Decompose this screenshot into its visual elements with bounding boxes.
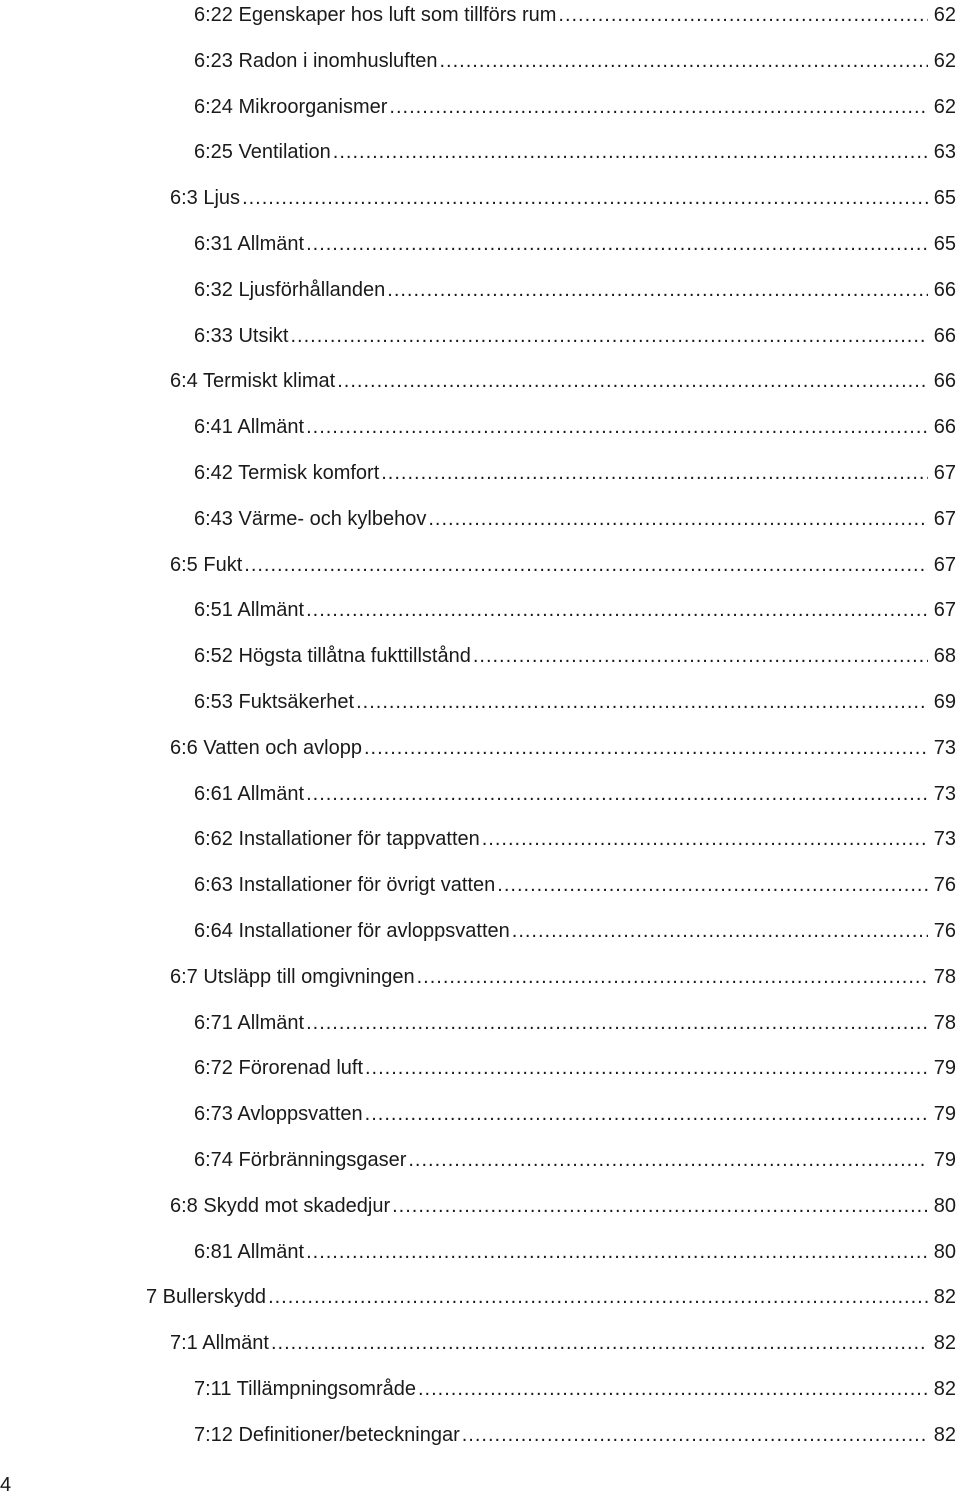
- toc-entry-page: 62: [933, 4, 956, 26]
- toc-entry[interactable]: [194, 1008, 956, 1038]
- toc-entry-title: 6:73 Avloppsvatten: [194, 1103, 363, 1126]
- toc-entry-title: 6:3 Ljus: [170, 187, 241, 210]
- toc-dot-leader: [462, 1420, 928, 1450]
- toc-dot-leader: [473, 641, 928, 671]
- toc-entry-page: 82: [933, 1378, 956, 1400]
- toc-entry-title: 7:11 Tillämpningsområde: [194, 1378, 416, 1400]
- toc-entry[interactable]: [194, 824, 956, 854]
- toc-entry-page: 80: [933, 1194, 956, 1217]
- toc-entry-page: 73: [933, 782, 956, 805]
- toc-entry-page: 65: [933, 233, 956, 255]
- toc-dot-leader: [306, 229, 928, 259]
- toc-entry-title: 6:6 Vatten och avlopp: [170, 736, 362, 759]
- toc-entry[interactable]: [194, 641, 956, 671]
- toc-entry-title: 6:53 Fuktsäkerhet: [194, 691, 355, 713]
- toc-dot-leader: [306, 1237, 928, 1267]
- toc-dot-leader: [271, 1328, 928, 1358]
- toc-dot-leader: [244, 550, 928, 580]
- toc-entry-page: 73: [933, 736, 956, 759]
- toc-entry-page: 66: [933, 278, 956, 301]
- toc-dot-leader: [365, 1099, 928, 1129]
- toc-entry-page: 73: [933, 828, 956, 851]
- toc-entry[interactable]: [194, 321, 956, 351]
- toc-entry-title: 6:8 Skydd mot skadedjur: [170, 1194, 391, 1217]
- toc-entry-page: 66: [933, 370, 956, 393]
- toc-entry[interactable]: [170, 733, 956, 763]
- toc-entry-title: 6:25 Ventilation: [194, 141, 331, 164]
- toc-entry[interactable]: [194, 687, 956, 717]
- toc-dot-leader: [440, 46, 929, 76]
- toc-entry[interactable]: [194, 870, 956, 900]
- toc-dot-leader: [242, 183, 928, 213]
- toc-entry[interactable]: [194, 92, 956, 122]
- toc-entry-page: 67: [933, 462, 956, 484]
- toc-entry-title: 6:22 Egenskaper hos luft som tillförs rum: [194, 4, 557, 26]
- toc-entry-page: 82: [933, 1423, 956, 1446]
- toc-entry[interactable]: [170, 962, 956, 992]
- toc-entry[interactable]: [194, 458, 956, 488]
- toc-entry-page: 78: [933, 1011, 956, 1034]
- toc-entry-title: 6:23 Radon i inomhusluften: [194, 49, 438, 72]
- toc-entry[interactable]: [194, 1099, 956, 1129]
- toc-dot-leader: [268, 1282, 928, 1312]
- toc-entry-title: 6:51 Allmänt: [194, 599, 305, 622]
- toc-entry-title: 6:61 Allmänt: [194, 782, 305, 805]
- toc-entry-page: 79: [933, 1103, 956, 1126]
- toc-entry-page: 66: [933, 324, 956, 347]
- toc-dot-leader: [333, 137, 928, 167]
- toc-entry-title: 6:4 Termiskt klimat: [170, 370, 336, 393]
- toc-entry-title: 6:81 Allmänt: [194, 1240, 305, 1263]
- toc-dot-leader: [417, 962, 928, 992]
- toc-entry-title: 6:7 Utsläpp till omgivningen: [170, 965, 415, 988]
- toc-entry-title: 6:62 Installationer för tappvatten: [194, 828, 480, 851]
- toc-dot-leader: [387, 275, 928, 305]
- toc-entry-page: 78: [933, 965, 956, 988]
- toc-entry[interactable]: [194, 1420, 956, 1450]
- toc-entry-page: 62: [933, 49, 956, 72]
- toc-entry[interactable]: [170, 366, 956, 396]
- toc-entry-page: 80: [933, 1240, 956, 1263]
- toc-entry[interactable]: [194, 229, 956, 259]
- toc-entry[interactable]: [170, 183, 956, 213]
- toc-entry[interactable]: [194, 1053, 956, 1083]
- page-number: 4: [0, 1474, 12, 1496]
- toc-entry-title: 6:71 Allmänt: [194, 1011, 305, 1034]
- toc-dot-leader: [512, 916, 928, 946]
- toc-dot-leader: [337, 366, 928, 396]
- toc-dot-leader: [418, 1374, 928, 1404]
- toc-entry[interactable]: [194, 275, 956, 305]
- toc-entry[interactable]: [194, 412, 956, 442]
- toc-entry-title: 6:5 Fukt: [170, 553, 243, 576]
- toc-entry[interactable]: [194, 0, 956, 30]
- toc-entry[interactable]: [170, 550, 956, 580]
- toc-entry-title: 6:74 Förbränningsgaser: [194, 1149, 407, 1171]
- toc-dot-leader: [408, 1145, 928, 1175]
- toc-entry[interactable]: [146, 1282, 956, 1312]
- toc-dot-leader: [428, 504, 928, 534]
- toc-entry-page: 82: [933, 1332, 956, 1355]
- toc-dot-leader: [364, 733, 928, 763]
- toc-dot-leader: [558, 0, 928, 30]
- toc-entry-title: 6:72 Förorenad luft: [194, 1057, 363, 1080]
- toc-entry-page: 66: [933, 416, 956, 439]
- toc-dot-leader: [306, 595, 928, 625]
- toc-dot-leader: [389, 92, 928, 122]
- toc-entry-title: 6:43 Värme- och kylbehov: [194, 507, 427, 530]
- toc-dot-leader: [356, 687, 928, 717]
- toc-entry-title: 6:63 Installationer för övrigt vatten: [194, 874, 496, 897]
- toc-entry-page: 76: [933, 920, 956, 942]
- toc-dot-leader: [482, 824, 928, 854]
- toc-dot-leader: [306, 1008, 928, 1038]
- toc-entry-page: 76: [933, 874, 956, 897]
- toc-entry-page: 82: [933, 1286, 956, 1309]
- toc-entry-title: 6:42 Termisk komfort: [194, 462, 380, 484]
- toc-entry[interactable]: [170, 1328, 956, 1358]
- toc-entry-page: 67: [933, 507, 956, 530]
- toc-entry-title: 6:31 Allmänt: [194, 233, 305, 255]
- toc-entry-page: 68: [933, 645, 956, 668]
- toc-entry-page: 79: [933, 1057, 956, 1080]
- toc-entry[interactable]: [194, 137, 956, 167]
- toc-entry[interactable]: [194, 1237, 956, 1267]
- toc-entry[interactable]: [194, 504, 956, 534]
- toc-entry-title: 7 Bullerskydd: [146, 1286, 267, 1309]
- toc-entry-page: 79: [933, 1149, 956, 1171]
- toc-entry-page: 67: [933, 599, 956, 622]
- toc-entry-title: 6:52 Högsta tillåtna fukttillstånd: [194, 645, 471, 668]
- toc-entry[interactable]: [194, 1145, 956, 1175]
- toc-dot-leader: [290, 321, 928, 351]
- toc-entry-title: 6:64 Installationer för avloppsvatten: [194, 920, 510, 942]
- toc-entry[interactable]: [194, 1374, 956, 1404]
- toc-entry-title: 6:33 Utsikt: [194, 324, 289, 347]
- toc-entry[interactable]: [194, 46, 956, 76]
- toc-entry-page: 65: [933, 187, 956, 210]
- toc-entry[interactable]: [170, 1191, 956, 1221]
- toc-entry-title: 6:41 Allmänt: [194, 416, 305, 439]
- toc-entry-title: 6:32 Ljusförhållanden: [194, 278, 386, 301]
- toc-entry-page: 67: [933, 553, 956, 576]
- toc-dot-leader: [381, 458, 928, 488]
- toc-entry-page: 69: [933, 691, 956, 713]
- toc-entry-title: 7:12 Definitioner/beteckningar: [194, 1423, 460, 1446]
- toc-entry[interactable]: [194, 595, 956, 625]
- toc-entry-title: 6:24 Mikroorganismer: [194, 95, 388, 118]
- toc-dot-leader: [392, 1191, 928, 1221]
- toc-entry-page: 62: [933, 95, 956, 118]
- toc-entry[interactable]: [194, 916, 956, 946]
- toc-entry-title: 7:1 Allmänt: [170, 1332, 269, 1355]
- toc-dot-leader: [497, 870, 928, 900]
- toc-entry[interactable]: [194, 779, 956, 809]
- toc-dot-leader: [306, 779, 928, 809]
- toc-dot-leader: [306, 412, 928, 442]
- toc-entry-page: 63: [933, 141, 956, 164]
- toc-dot-leader: [365, 1053, 928, 1083]
